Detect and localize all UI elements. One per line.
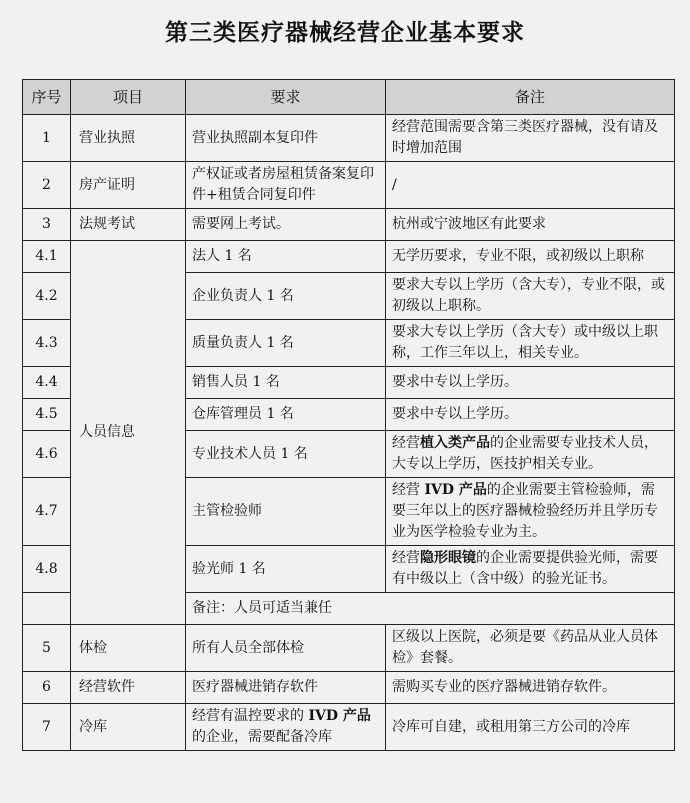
row-note: 要求中专以上学历。	[386, 399, 675, 431]
row-note: 经营范围需要含第三类医疗器械，没有请及时增加范围	[386, 115, 675, 162]
row-item: 营业执照	[71, 115, 186, 162]
row-item: 法规考试	[71, 209, 186, 241]
personnel-item: 人员信息	[71, 241, 186, 625]
row-no: 2	[23, 162, 71, 209]
row-requirement: 验光师 1 名	[186, 546, 386, 593]
row-no: 4.1	[23, 241, 71, 273]
row-no: 1	[23, 115, 71, 162]
row-requirement: 仓库管理员 1 名	[186, 399, 386, 431]
row-no: 4.6	[23, 431, 71, 478]
row-note: 无学历要求，专业不限，或初级以上职称	[386, 241, 675, 273]
row-no: 4.7	[23, 478, 71, 546]
row-note: 杭州或宁波地区有此要求	[386, 209, 675, 241]
table-header-row	[23, 80, 675, 115]
note-emphasis: IVD 产品	[424, 482, 487, 498]
row-note: 冷库可自建，或租用第三方公司的冷库	[386, 704, 675, 751]
row-requirement: 专业技术人员 1 名	[186, 431, 386, 478]
row-requirement: 所有人员全部体检	[186, 625, 386, 672]
table-row	[23, 672, 675, 704]
note-text: 的企业需要专业技术人员，大专以上学历，医技护相关专业。	[392, 435, 658, 472]
row-no: 3	[23, 209, 71, 241]
row-requirement: 产权证或者房屋租赁备案复印件+租赁合同复印件	[186, 162, 386, 209]
row-no: 5	[23, 625, 71, 672]
req-text: 的企业，需要配备冷库	[192, 729, 332, 745]
row-note: 要求大专以上学历（含大专），专业不限，或初级以上职称。	[386, 273, 675, 320]
header-requirement: 要求	[186, 80, 386, 115]
row-note: 要求中专以上学历。	[386, 367, 675, 399]
row-requirement: 需要网上考试。	[186, 209, 386, 241]
header-item: 项目	[71, 80, 186, 115]
row-no: 4.8	[23, 546, 71, 593]
row-item: 经营软件	[71, 672, 186, 704]
personnel-remark: 备注：人员可适当兼任	[186, 593, 675, 625]
row-no: 4.2	[23, 273, 71, 320]
row-no: 4.5	[23, 399, 71, 431]
note-text: 经营	[392, 482, 425, 498]
row-no-empty	[23, 593, 71, 625]
row-requirement	[186, 704, 386, 751]
row-note: 需购买专业的医疗器械进销存软件。	[386, 672, 675, 704]
table-row	[23, 162, 675, 209]
table-row	[23, 704, 675, 751]
row-note: /	[386, 162, 675, 209]
header-note: 备注	[386, 80, 675, 115]
row-requirement: 质量负责人 1 名	[186, 320, 386, 367]
row-note: 区级以上医院，必须是要《药品从业人员体检》套餐。	[386, 625, 675, 672]
row-no: 6	[23, 672, 71, 704]
row-item: 体检	[71, 625, 186, 672]
row-requirement: 企业负责人 1 名	[186, 273, 386, 320]
page-title: 第三类医疗器械经营企业基本要求	[165, 20, 525, 46]
table-row	[23, 209, 675, 241]
row-requirement: 主管检验师	[186, 478, 386, 546]
req-text: 经营有温控要求的	[192, 708, 309, 724]
table-row	[23, 625, 675, 672]
header-no: 序号	[23, 80, 71, 115]
row-item: 冷库	[71, 704, 186, 751]
row-note	[386, 431, 675, 478]
table-row	[23, 115, 675, 162]
requirements-table	[22, 79, 675, 751]
row-no: 4.3	[23, 320, 71, 367]
row-requirement: 法人 1 名	[186, 241, 386, 273]
note-emphasis: 植入类产品	[420, 435, 490, 451]
row-requirement: 营业执照副本复印件	[186, 115, 386, 162]
row-note: 要求大专以上学历（含大专）或中级以上职称，工作三年以上，相关专业。	[386, 320, 675, 367]
note-text: 的企业需要主管检验师，需要三年以上的医疗器械检验经历并且学历专业为医学检验专业为主。	[392, 482, 658, 540]
row-no: 4.4	[23, 367, 71, 399]
table-row	[23, 241, 675, 273]
row-note	[386, 546, 675, 593]
row-note	[386, 478, 675, 546]
note-emphasis: 隐形眼镜	[420, 550, 476, 566]
row-requirement: 医疗器械进销存软件	[186, 672, 386, 704]
req-emphasis: IVD 产品	[308, 708, 371, 724]
note-text: 的企业需要提供验光师，需要有中级以上（含中级）的验光证书。	[392, 550, 658, 587]
row-requirement: 销售人员 1 名	[186, 367, 386, 399]
note-text: 经营	[392, 550, 420, 566]
note-text: 经营	[392, 435, 420, 451]
row-item: 房产证明	[71, 162, 186, 209]
row-no: 7	[23, 704, 71, 751]
